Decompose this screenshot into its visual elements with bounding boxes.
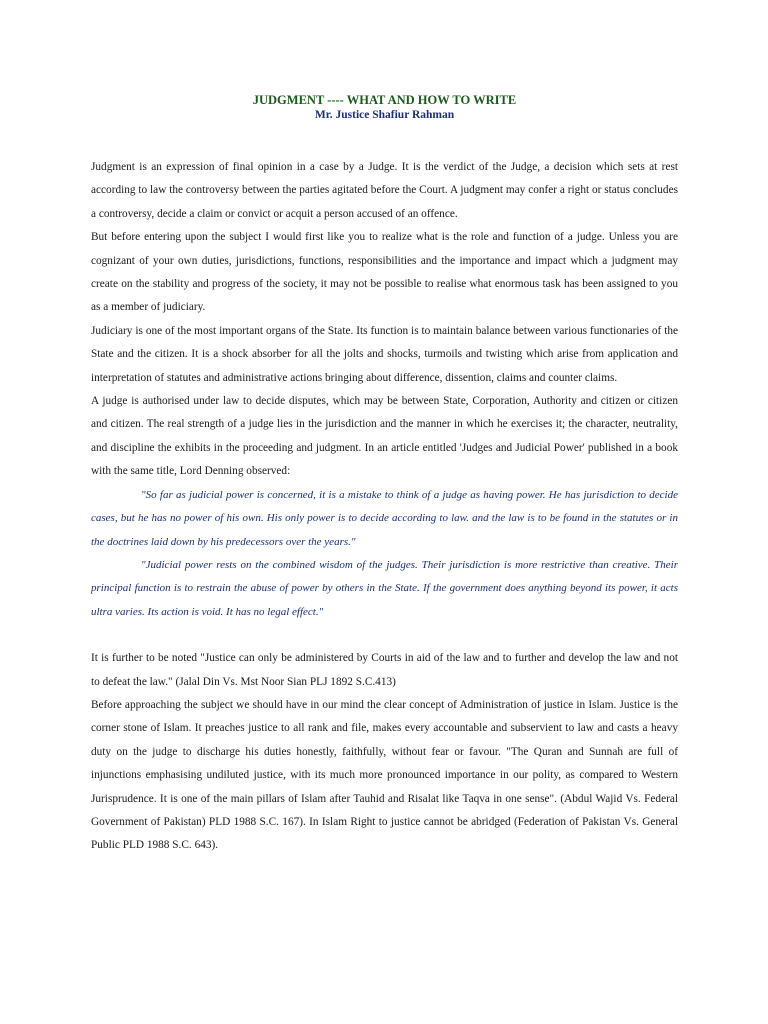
paragraph-judgment-definition: Judgment is an expression of final opinion in a case by a Judge. It is the verdict of the Judge, a decision which sets at rest according to law the controversy between the parties agitated before the Court. A judgment may confer a right or status concludes a controversy, decide a claim or convict or acquit a person accused of an offence. <box>91 161 678 220</box>
spacer <box>91 123 678 156</box>
document-page <box>91 92 678 858</box>
spacer <box>91 624 678 647</box>
document-title: JUDGMENT ---- WHAT AND HOW TO WRITE <box>252 93 517 107</box>
quote-combined-wisdom: "Judicial power rests on the combined wisdom of the judges. Their jurisdiction is more restrictive than creative. Their principal function is to restrain the abuse of power by others in the State. If the government does anything beyond its power, it acts ultra varies. Its action is void. It has no legal effect." <box>91 558 678 618</box>
paragraph-justice-in-islam: Before approaching the subject we should have in our mind the clear concept of Administration of justice in Islam. Justice is the corner stone of Islam. It preaches justice to all rank and file, makes every accountable and subservient to law and casts a heavy duty on the judge to discharge his duties honestly, faithfully, without fear or favour. "The Quran and Sunnah are full of injunctions emphasising undiluted justice, with its much more pronounced importance in our polity, as compared to Western Jurisprudence. It is one of the main pillars of Islam after Tauhid and Risalat like Taqva in one sense". (Abdul Wajid Vs. Federal Government of Pakistan) PLD 1988 S.C. 167). In Islam Right to justice cannot be abridged (Federation of Pakistan Vs. General Public PLD 1988 S.C. 643). <box>91 698 678 852</box>
paragraph-judge-authority: A judge is authorised under law to decide disputes, which may be between State, Corporation, Authority and citizen or citizen and citizen. The real strength of a judge lies in the jurisdiction and the manner in which he exercises it; the character, neutrality, and discipline the exhibits in the proceeding and judgment. In an article entitled 'Judges and Judicial Power' published in a book with the same title, Lord Denning observed: <box>91 395 678 478</box>
document-author: Mr. Justice Shafiur Rahman <box>314 109 455 121</box>
paragraph-judiciary: Judiciary is one of the most important organs of the State. Its function is to maintain balance between various functionaries of the State and the citizen. It is a shock absorber for all the jolts and shocks, turmoils and twisting which arise from application and interpretation of statutes and administrative actions bringing about difference, dissention, claims and counter claims. <box>91 324 678 384</box>
paragraph-further-noted: It is further to be noted "Justice can only be administered by Courts in aid of the law and to further and develop the law and not to defeat the law." (Jalal Din Vs. Mst Noor Sian PLJ 1892 S.C.413) <box>91 652 678 688</box>
paragraph-role-of-judge: But before entering upon the subject I would first like you to realize what is the role and function of a judge. Unless you are cognizant of your own duties, jurisdictions, functions, responsibilities and the importance and impact which a judgment may create on the stability and progress of the society, it may not be possible to realise what enormous task has been assigned to you as a member of judiciary. <box>91 231 678 314</box>
quote-judicial-power: "So far as judicial power is concerned, it is a mistake to think of a judge as having power. He has jurisdiction to decide cases, but he has no power of his own. His only power is to decide according to law. and the law is to be found in the statutes or in the doctrines laid down by his predecessors over the years." <box>91 488 678 548</box>
